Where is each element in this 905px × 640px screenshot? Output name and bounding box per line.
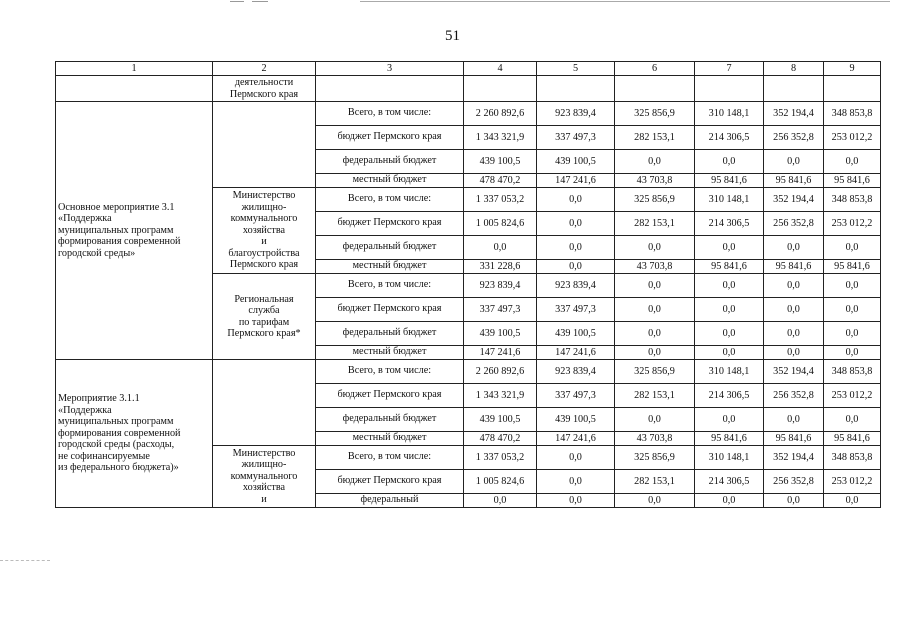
value-cell: 0,0: [695, 274, 764, 298]
value-cell: 439 100,5: [537, 408, 615, 432]
value-cell: 282 153,1: [615, 212, 695, 236]
value-cell: 253 012,2: [824, 384, 881, 408]
column-number: 4: [464, 62, 537, 76]
value-cell: 0,0: [824, 494, 881, 508]
source-cell: местный бюджет: [316, 174, 464, 188]
value-cell: 0,0: [824, 408, 881, 432]
value-cell: 0,0: [537, 260, 615, 274]
column-number: 7: [695, 62, 764, 76]
value-cell: 337 497,3: [537, 298, 615, 322]
value-cell: 2 260 892,6: [464, 102, 537, 126]
value-cell: 0,0: [615, 346, 695, 360]
value-cell: 0,0: [695, 346, 764, 360]
empty-cell: [464, 76, 537, 102]
value-cell: 1 337 053,2: [464, 446, 537, 470]
header-row: [56, 62, 881, 76]
value-cell: 147 241,6: [537, 346, 615, 360]
source-cell: бюджет Пермского края: [316, 212, 464, 236]
source-cell: местный бюджет: [316, 260, 464, 274]
source-cell: Всего, в том числе:: [316, 188, 464, 212]
value-cell: 256 352,8: [764, 126, 824, 150]
value-cell: 1 343 321,9: [464, 126, 537, 150]
value-cell: 439 100,5: [464, 408, 537, 432]
value-cell: 0,0: [615, 494, 695, 508]
top-edge-marks: [230, 0, 890, 4]
executor-cell: [213, 102, 316, 188]
value-cell: 95 841,6: [695, 260, 764, 274]
value-cell: 0,0: [464, 494, 537, 508]
value-cell: 337 497,3: [464, 298, 537, 322]
value-cell: 95 841,6: [764, 260, 824, 274]
column-number: 2: [213, 62, 316, 76]
source-cell: Всего, в том числе:: [316, 446, 464, 470]
empty-cell: [537, 76, 615, 102]
value-cell: 0,0: [824, 322, 881, 346]
value-cell: 147 241,6: [537, 174, 615, 188]
value-cell: 95 841,6: [824, 432, 881, 446]
value-cell: 253 012,2: [824, 126, 881, 150]
value-cell: 256 352,8: [764, 470, 824, 494]
value-cell: 253 012,2: [824, 470, 881, 494]
executor-cell: Министерство жилищно- коммунального хозяйства и: [213, 446, 316, 508]
source-cell: бюджет Пермского края: [316, 126, 464, 150]
event-cell: [56, 76, 213, 102]
value-cell: 352 194,4: [764, 360, 824, 384]
value-cell: 439 100,5: [464, 322, 537, 346]
value-cell: 0,0: [537, 470, 615, 494]
value-cell: 214 306,5: [695, 212, 764, 236]
value-cell: 0,0: [537, 446, 615, 470]
value-cell: 0,0: [615, 150, 695, 174]
column-number: 1: [56, 62, 213, 76]
value-cell: 0,0: [695, 298, 764, 322]
value-cell: 0,0: [824, 236, 881, 260]
value-cell: 352 194,4: [764, 446, 824, 470]
value-cell: 214 306,5: [695, 384, 764, 408]
value-cell: 1 005 824,6: [464, 470, 537, 494]
value-cell: 310 148,1: [695, 188, 764, 212]
value-cell: 0,0: [824, 298, 881, 322]
value-cell: 147 241,6: [464, 346, 537, 360]
value-cell: 325 856,9: [615, 446, 695, 470]
source-cell: федеральный бюджет: [316, 150, 464, 174]
value-cell: 1 337 053,2: [464, 188, 537, 212]
source-cell: местный бюджет: [316, 346, 464, 360]
value-cell: 0,0: [615, 274, 695, 298]
value-cell: 95 841,6: [824, 260, 881, 274]
executor-cell: Региональная служба по тарифам Пермского края*: [213, 274, 316, 360]
value-cell: 0,0: [764, 150, 824, 174]
source-cell: федеральный бюджет: [316, 408, 464, 432]
value-cell: 0,0: [764, 408, 824, 432]
source-cell: федеральный бюджет: [316, 322, 464, 346]
value-cell: 0,0: [537, 236, 615, 260]
source-cell: бюджет Пермского края: [316, 298, 464, 322]
column-number: 3: [316, 62, 464, 76]
value-cell: 0,0: [695, 236, 764, 260]
value-cell: 214 306,5: [695, 470, 764, 494]
table-row: [56, 360, 881, 384]
value-cell: 0,0: [695, 150, 764, 174]
value-cell: 95 841,6: [764, 174, 824, 188]
executor-cell: Министерство жилищно- коммунального хозяйства и благоустройства Пермского края: [213, 188, 316, 274]
value-cell: 331 228,6: [464, 260, 537, 274]
value-cell: 923 839,4: [537, 102, 615, 126]
value-cell: 348 853,8: [824, 188, 881, 212]
value-cell: 43 703,8: [615, 432, 695, 446]
value-cell: 325 856,9: [615, 102, 695, 126]
value-cell: 256 352,8: [764, 212, 824, 236]
source-cell: Всего, в том числе:: [316, 274, 464, 298]
value-cell: 348 853,8: [824, 446, 881, 470]
source-cell: федеральный бюджет: [316, 236, 464, 260]
table-row: [56, 102, 881, 126]
continuation-row: [56, 76, 881, 102]
value-cell: 0,0: [615, 408, 695, 432]
value-cell: 253 012,2: [824, 212, 881, 236]
value-cell: 1 005 824,6: [464, 212, 537, 236]
value-cell: 348 853,8: [824, 102, 881, 126]
event-cell: Основное мероприятие 3.1 «Поддержка муниципальных программ формирования современной городской среды»: [56, 102, 213, 360]
value-cell: 282 153,1: [615, 126, 695, 150]
value-cell: 256 352,8: [764, 384, 824, 408]
value-cell: 282 153,1: [615, 470, 695, 494]
source-cell: бюджет Пермского края: [316, 470, 464, 494]
value-cell: 0,0: [695, 408, 764, 432]
value-cell: 2 260 892,6: [464, 360, 537, 384]
value-cell: 43 703,8: [615, 174, 695, 188]
value-cell: 478 470,2: [464, 432, 537, 446]
value-cell: 95 841,6: [824, 174, 881, 188]
value-cell: 310 148,1: [695, 360, 764, 384]
executor-cell: [213, 360, 316, 446]
value-cell: 95 841,6: [695, 432, 764, 446]
column-number: 8: [764, 62, 824, 76]
page-number: 51: [445, 28, 460, 44]
value-cell: 348 853,8: [824, 360, 881, 384]
source-cell: Всего, в том числе:: [316, 360, 464, 384]
event-cell: Мероприятие 3.1.1 «Поддержка муниципальных программ формирования современной городской среды (расходы, не софинансируемые из федерального бюджета)»: [56, 360, 213, 508]
executor-cell: деятельности Пермского края: [213, 76, 316, 102]
value-cell: 0,0: [615, 322, 695, 346]
column-number: 5: [537, 62, 615, 76]
value-cell: 0,0: [764, 494, 824, 508]
source-cell: бюджет Пермского края: [316, 384, 464, 408]
value-cell: 95 841,6: [695, 174, 764, 188]
value-cell: 214 306,5: [695, 126, 764, 150]
value-cell: 0,0: [615, 236, 695, 260]
value-cell: 0,0: [537, 188, 615, 212]
source-cell: Всего, в том числе:: [316, 102, 464, 126]
value-cell: 0,0: [695, 322, 764, 346]
value-cell: 0,0: [764, 236, 824, 260]
value-cell: 95 841,6: [764, 432, 824, 446]
value-cell: 0,0: [615, 298, 695, 322]
value-cell: 352 194,4: [764, 102, 824, 126]
empty-cell: [695, 76, 764, 102]
value-cell: 0,0: [764, 346, 824, 360]
empty-cell: [316, 76, 464, 102]
value-cell: 325 856,9: [615, 360, 695, 384]
value-cell: 923 839,4: [537, 274, 615, 298]
value-cell: 0,0: [764, 274, 824, 298]
value-cell: 337 497,3: [537, 126, 615, 150]
source-cell: местный бюджет: [316, 432, 464, 446]
column-number: 6: [615, 62, 695, 76]
empty-cell: [615, 76, 695, 102]
value-cell: 0,0: [537, 212, 615, 236]
value-cell: 923 839,4: [464, 274, 537, 298]
value-cell: 310 148,1: [695, 102, 764, 126]
value-cell: 0,0: [824, 274, 881, 298]
value-cell: 0,0: [464, 236, 537, 260]
value-cell: 439 100,5: [464, 150, 537, 174]
value-cell: 0,0: [824, 346, 881, 360]
empty-cell: [764, 76, 824, 102]
value-cell: 147 241,6: [537, 432, 615, 446]
value-cell: 0,0: [824, 150, 881, 174]
value-cell: 43 703,8: [615, 260, 695, 274]
value-cell: 0,0: [764, 298, 824, 322]
value-cell: 0,0: [764, 322, 824, 346]
value-cell: 1 343 321,9: [464, 384, 537, 408]
value-cell: 337 497,3: [537, 384, 615, 408]
source-cell: федеральный: [316, 494, 464, 508]
value-cell: 325 856,9: [615, 188, 695, 212]
value-cell: 282 153,1: [615, 384, 695, 408]
value-cell: 0,0: [695, 494, 764, 508]
margin-dashes: [0, 560, 50, 562]
value-cell: 352 194,4: [764, 188, 824, 212]
column-number: 9: [824, 62, 881, 76]
value-cell: 923 839,4: [537, 360, 615, 384]
empty-cell: [824, 76, 881, 102]
value-cell: 478 470,2: [464, 174, 537, 188]
funding-table: [55, 61, 881, 508]
value-cell: 310 148,1: [695, 446, 764, 470]
value-cell: 439 100,5: [537, 150, 615, 174]
value-cell: 439 100,5: [537, 322, 615, 346]
value-cell: 0,0: [537, 494, 615, 508]
